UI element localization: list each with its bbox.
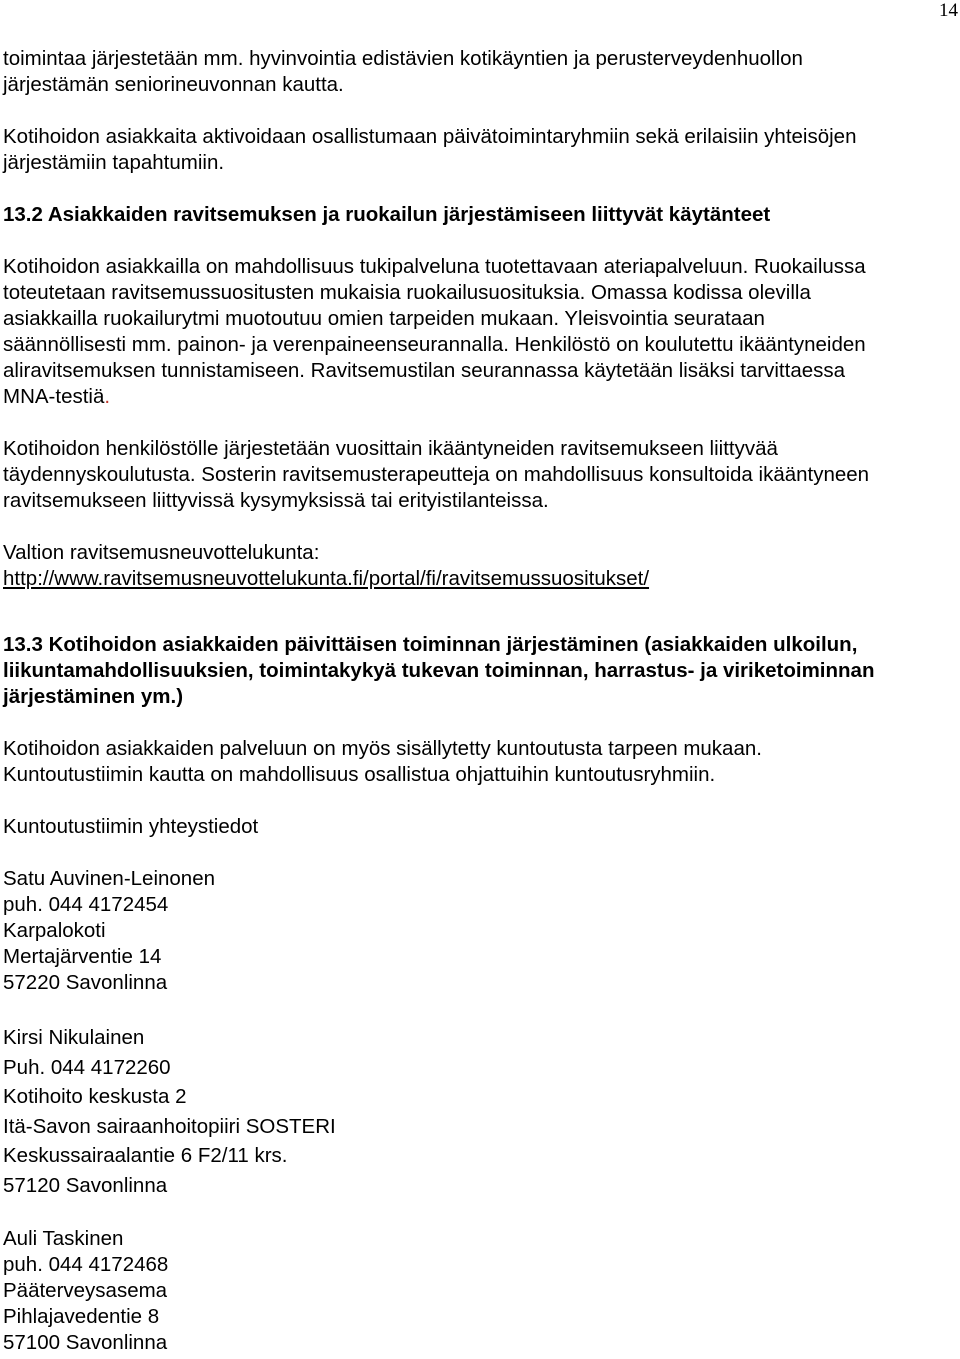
section-heading-13-3: 13.3 Kotihoidon asiakkaiden päivittäisen toiminnan järjestäminen (asiakkaiden ulkoilun, liikuntamahdollisuuksien, toimintakykyä tukevan toiminnan, harrastus- ja viriketoiminnan järjestäminen ym.) (3, 633, 875, 708)
council-link[interactable]: http://www.ravitsemusneuvottelukunta.fi/portal/fi/ravitsemussuositukset/ (3, 567, 650, 590)
contact-card (3, 866, 958, 996)
contact-org: Itä-Savon sairaanhoitopiiri SOSTERI (3, 1114, 336, 1138)
contact-street: Mertajärventie 14 (3, 945, 162, 968)
contact-card (3, 1023, 958, 1200)
contact-city: 57100 Savonlinna (3, 1331, 168, 1354)
paragraph-contacts-title: Kuntoutustiimin yhteystiedot (3, 815, 259, 838)
contact-city: 57220 Savonlinna (3, 971, 168, 994)
contact-street: Pihlajavedentie 8 (3, 1305, 160, 1328)
contact-name: Kirsi Nikulainen (3, 1026, 145, 1049)
contact-city: 57120 Savonlinna (3, 1173, 168, 1197)
contact-phone: puh. 044 4172468 (3, 1253, 169, 1276)
contact-place: Kotihoito keskusta 2 (3, 1085, 187, 1108)
paragraph-nutrition-text: Kotihoidon asiakkailla on mahdollisuus tukipalveluna tuotettavaan ateriapalveluun. Ruokailussa toteutetaan ravitsemussuositusten mukaisia ruokailusuosituksia. Omassa kodissa olevilla asiakkailla ruokailurytmi muotoutuu omien tarpeiden mukaan. Yleisvointia seurataan säännöllisesti mm. painon- ja verenpaineenseurannalla. Henkilöstö on koulutettu ikääntyneiden aliravitsemuksen tunnistamiseen. Ravitsemustilan seurannassa käytetään lisäksi tarvittaessa MNA-testiä (3, 255, 866, 408)
paragraph-nutrition (3, 254, 958, 410)
contact-phone: puh. 044 4172454 (3, 893, 169, 916)
section-heading-13-2: 13.2 Asiakkaiden ravitsemuksen ja ruokailun järjestämiseen liittyvät käytänteet (3, 203, 771, 226)
contact-place: Karpalokoti (3, 919, 106, 942)
paragraph-intro: toimintaa järjestetään mm. hyvinvointia edistävien kotikäyntien ja perusterveydenhuollon järjestämän seniorineuvonnan kautta. (3, 47, 803, 96)
document-body (3, 46, 958, 1356)
paragraph-council-link-line (3, 566, 958, 592)
paragraph-council-label: Valtion ravitsemusneuvottelukunta: (3, 541, 320, 564)
contact-name: Auli Taskinen (3, 1227, 124, 1250)
contact-place: Pääterveysasema (3, 1279, 168, 1302)
paragraph-nutrition-end: . (104, 385, 111, 408)
contact-street: Keskussairaalantie 6 F2/11 krs. (3, 1144, 288, 1167)
paragraph-rehabilitation: Kotihoidon asiakkaiden palveluun on myös sisällytetty kuntoutusta tarpeen mukaan. Kuntoutustiimin kautta on mahdollisuus osallistua ohjattuihin kuntoutusryhmiin. (3, 737, 762, 786)
contact-phone: Puh. 044 4172260 (3, 1055, 171, 1079)
page-number: 14 (939, 0, 958, 21)
contact-card (3, 1226, 958, 1356)
paragraph-training: Kotihoidon henkilöstölle järjestetään vuosittain ikääntyneiden ravitsemukseen liittyvää täydennyskoulutusta. Sosterin ravitsemusterapeutteja on mahdollisuus konsultoida ikääntyneen ravitsemukseen liittyvissä kysymyksissä tai erityistilanteissa. (3, 437, 870, 512)
contact-name: Satu Auvinen-Leinonen (3, 867, 216, 890)
paragraph-activation: Kotihoidon asiakkaita aktivoidaan osallistumaan päivätoimintaryhmiin sekä erilaisiin yhteisöjen järjestämiin tapahtumiin. (3, 125, 857, 174)
